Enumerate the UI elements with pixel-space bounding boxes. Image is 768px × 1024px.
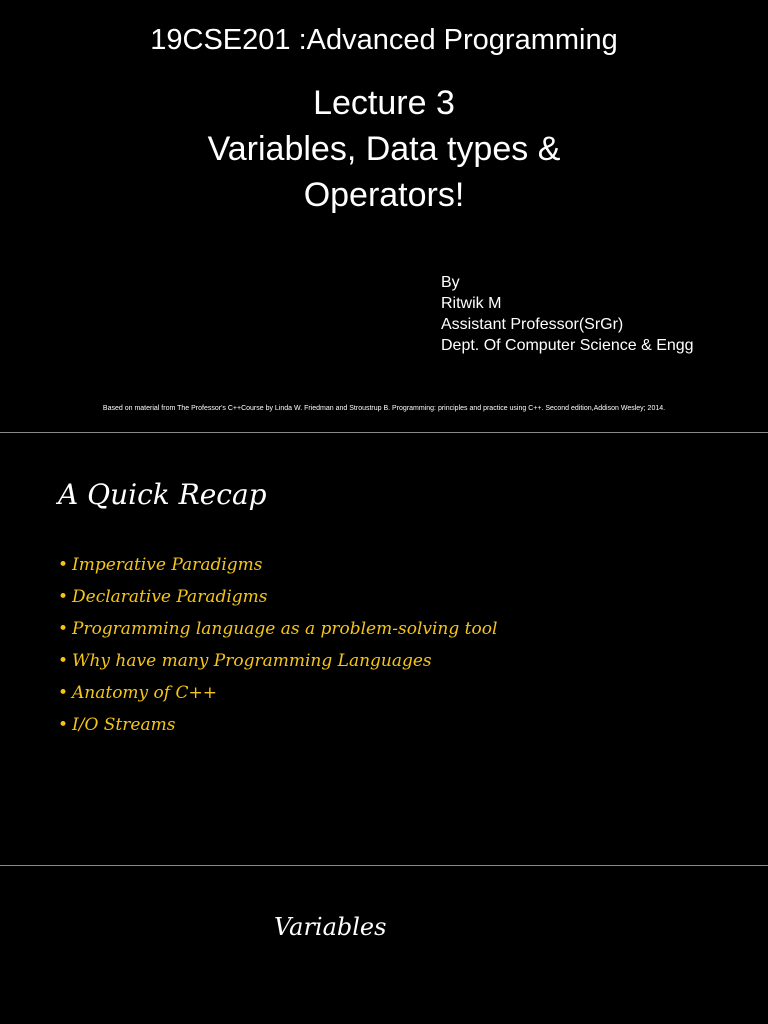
list-item-text: Anatomy of C++ — [72, 683, 217, 703]
lecture-title-line: Lecture 3 — [313, 84, 455, 122]
lecture-title — [0, 80, 768, 218]
list-item — [58, 645, 497, 677]
recap-title: A Quick Recap — [58, 478, 267, 511]
list-item — [58, 613, 497, 645]
lecture-title-line: Variables, Data types & — [207, 130, 561, 168]
author-line: Ritwik M — [441, 295, 502, 312]
title-slide — [0, 0, 768, 432]
lecture-title-line: Operators! — [303, 176, 465, 214]
list-item-text: Imperative Paradigms — [72, 555, 263, 575]
author-line: Dept. Of Computer Science & Engg — [441, 337, 694, 354]
list-item-text: I/O Streams — [72, 715, 176, 735]
list-item — [58, 549, 497, 581]
bullet: • — [58, 715, 69, 735]
bullet: • — [58, 619, 69, 639]
course-title: 19CSE201 :Advanced Programming — [150, 24, 618, 56]
recap-list — [58, 549, 497, 741]
source-note: Based on material from The Professor's C++Course by Linda W. Friedman and Stroustrup B. Programming: principles and practice using C++. Second edition,Addison Wesley; 2014. — [102, 405, 666, 412]
list-item-text: Programming language as a problem-solving tool — [72, 619, 498, 639]
list-item-text: Why have many Programming Languages — [72, 651, 432, 671]
author-info — [441, 272, 694, 356]
list-item — [58, 581, 497, 613]
author-line: By — [441, 274, 460, 291]
list-item-text: Declarative Paradigms — [72, 587, 268, 607]
bullet: • — [58, 555, 69, 575]
bullet: • — [58, 587, 69, 607]
bullet: • — [58, 651, 69, 671]
variables-slide — [0, 866, 768, 1024]
author-line: Assistant Professor(SrGr) — [441, 316, 624, 333]
bullet: • — [58, 683, 69, 703]
variables-title: Variables — [274, 913, 387, 941]
list-item — [58, 709, 497, 741]
list-item — [58, 677, 497, 709]
recap-slide — [0, 433, 768, 865]
